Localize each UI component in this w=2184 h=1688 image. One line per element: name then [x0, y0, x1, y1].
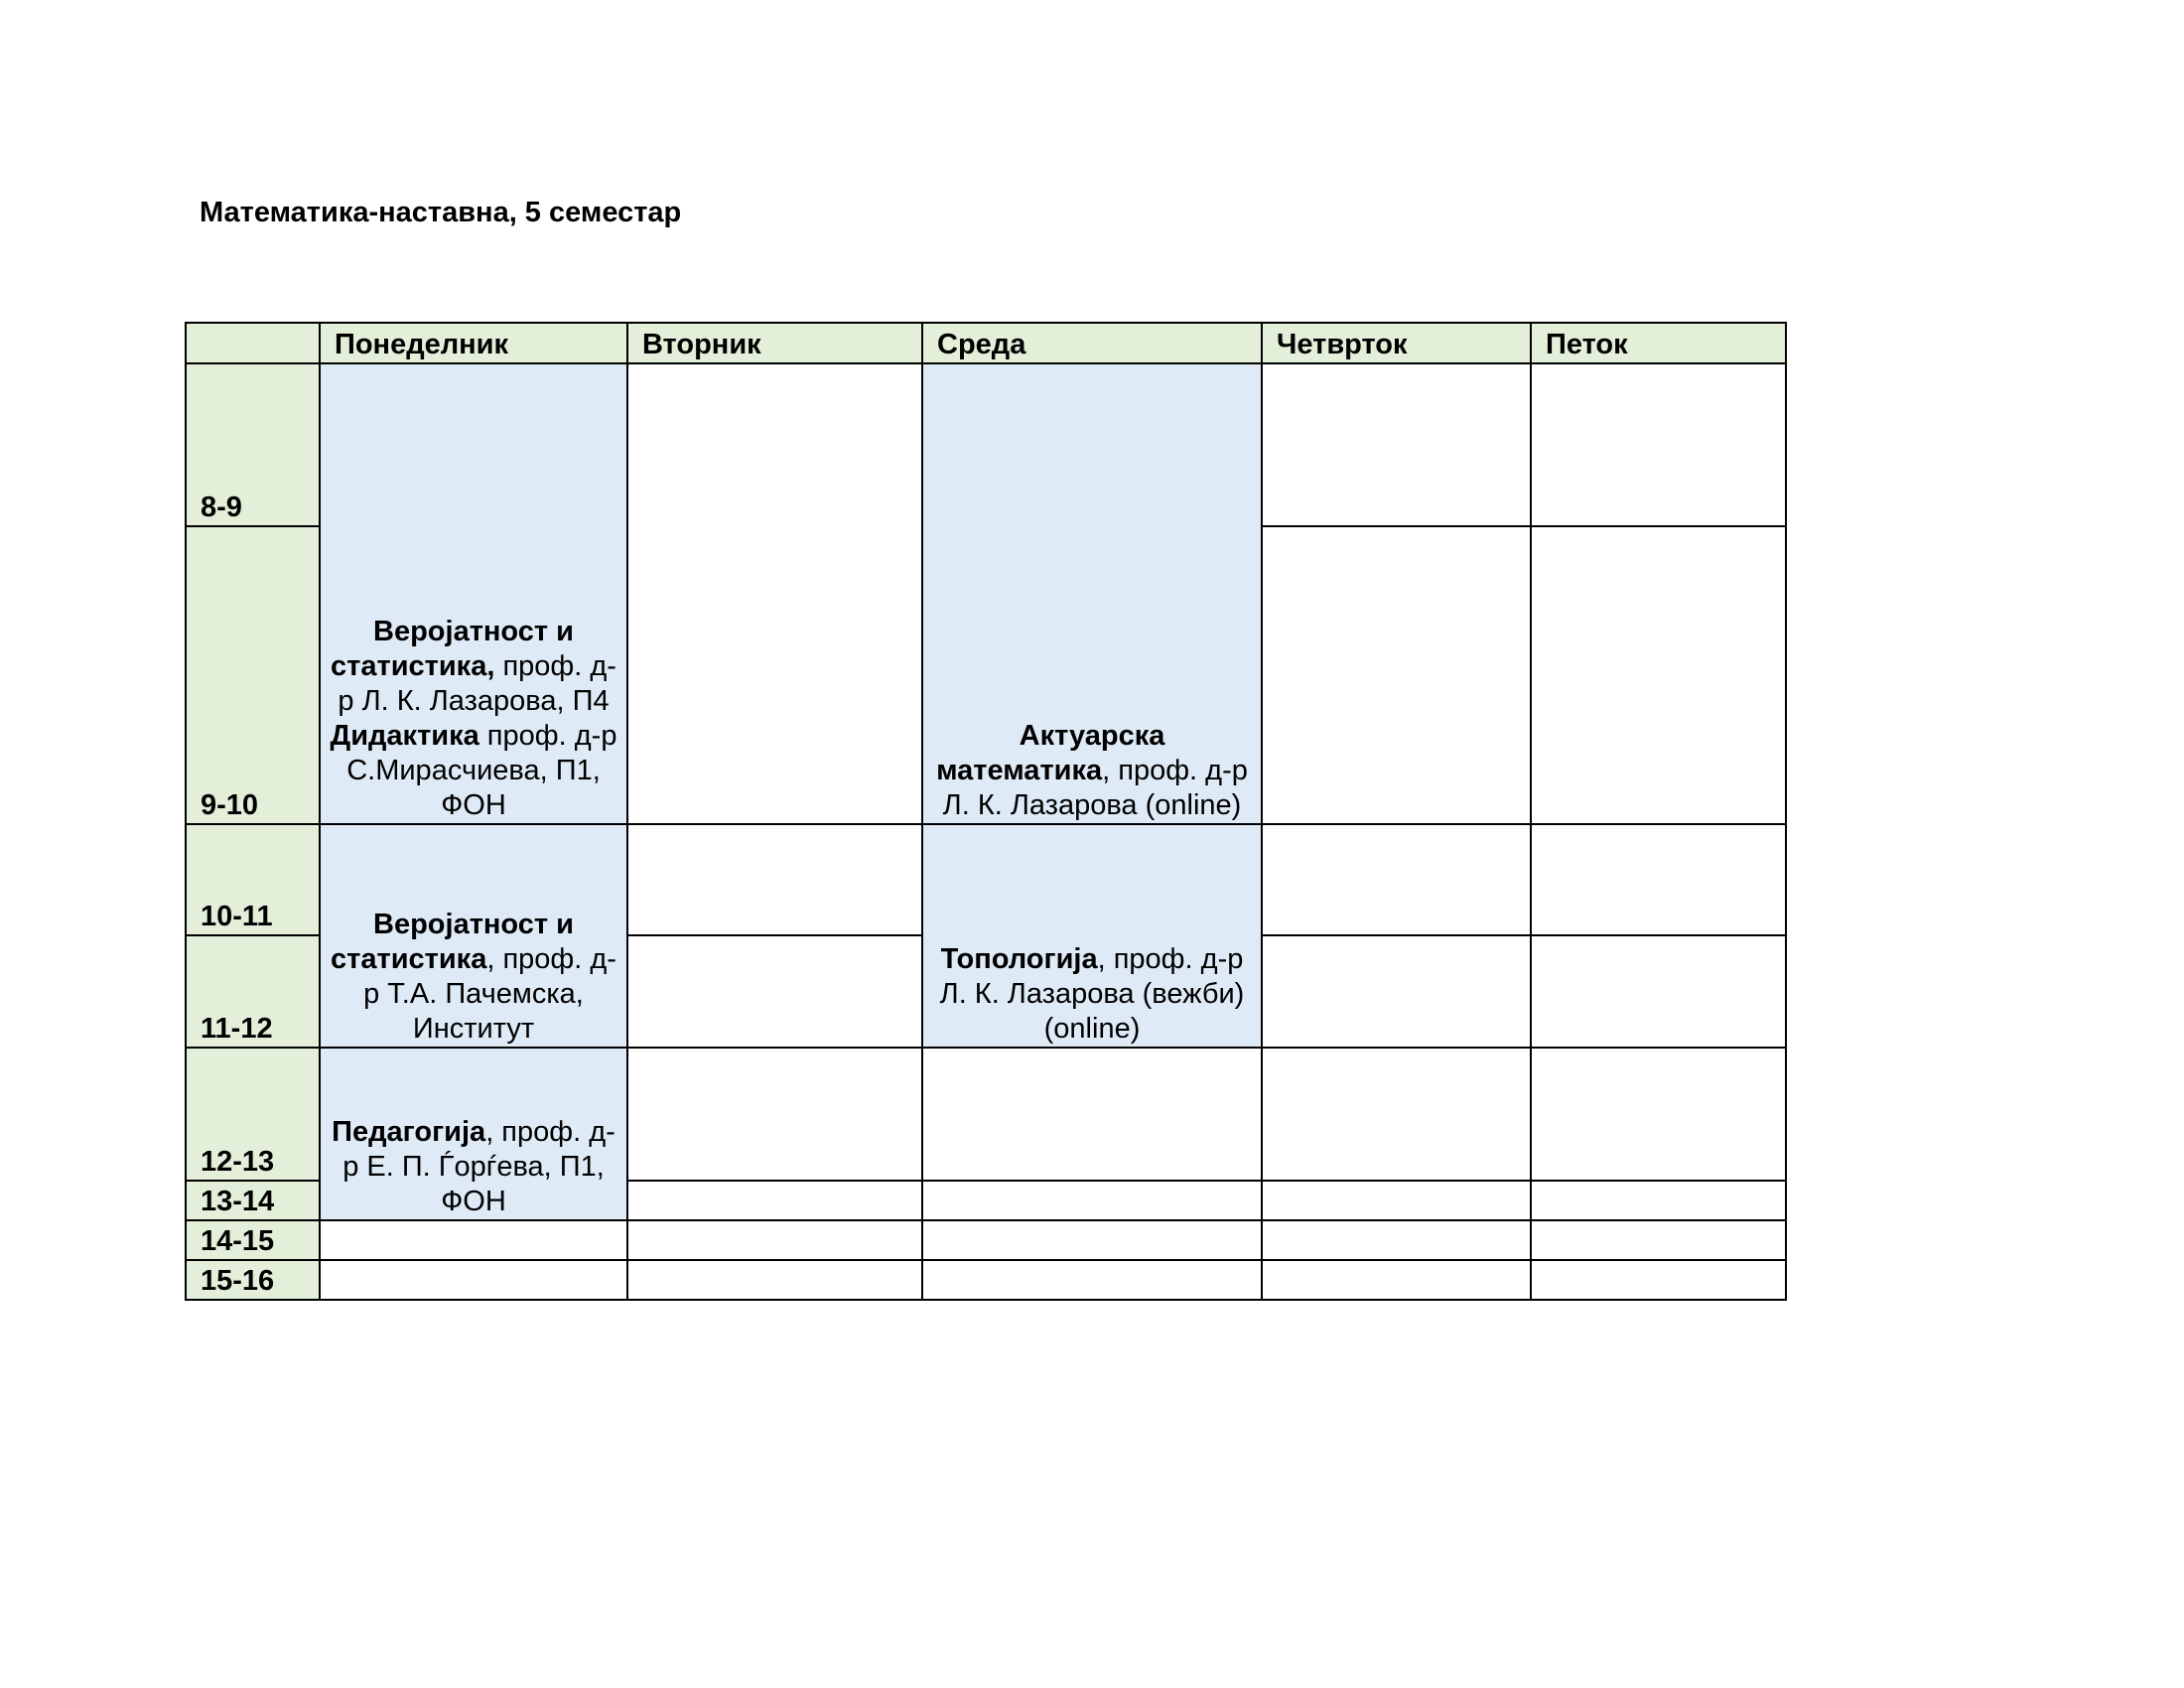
empty-cell [1262, 824, 1531, 935]
empty-cell [627, 363, 922, 824]
time-label: 11-12 [186, 935, 320, 1048]
course-info: проф. д-р Л. К. Лазарова, П4 [338, 650, 616, 717]
day-header-tuesday: Вторник [627, 323, 922, 363]
course-name: Дидактика [330, 720, 479, 752]
course-info: , проф. д-р Т.А. Пачемска, Институт [363, 943, 616, 1045]
day-header-wednesday: Среда [922, 323, 1262, 363]
empty-cell [627, 1260, 922, 1300]
time-label: 13-14 [186, 1181, 320, 1220]
empty-cell [627, 1048, 922, 1181]
empty-cell [320, 1220, 627, 1260]
time-row [186, 1260, 1786, 1300]
page-title: Математика-наставна, 5 семестар [200, 197, 682, 228]
empty-cell [1262, 363, 1531, 526]
day-header-monday: Понеделник [320, 323, 627, 363]
empty-cell [1531, 526, 1786, 824]
empty-cell [627, 935, 922, 1048]
empty-cell [1531, 824, 1786, 935]
lesson-cell-monday-probability-didactics [320, 363, 627, 824]
empty-cell [922, 1048, 1262, 1181]
empty-cell [1262, 1048, 1531, 1181]
empty-cell [1262, 1181, 1531, 1220]
time-row [186, 1220, 1786, 1260]
time-label: 14-15 [186, 1220, 320, 1260]
empty-cell [627, 824, 922, 935]
empty-cell [627, 1220, 922, 1260]
lesson-cell-monday-pedagogy [320, 1048, 627, 1220]
course-info: проф. д-р С.Мирасчиева, П1, ФОН [346, 720, 617, 821]
time-label: 8-9 [186, 363, 320, 526]
empty-cell [1262, 1260, 1531, 1300]
empty-cell [1262, 526, 1531, 824]
lesson-cell-wednesday-topology [922, 824, 1262, 1048]
lesson-cell-wednesday-actuarial [922, 363, 1262, 824]
empty-cell [1531, 1220, 1786, 1260]
time-label: 15-16 [186, 1260, 320, 1300]
empty-cell [627, 1181, 922, 1220]
schedule-table [185, 322, 1787, 1301]
time-label: 9-10 [186, 526, 320, 824]
empty-cell [1531, 935, 1786, 1048]
corner-cell [186, 323, 320, 363]
empty-cell [1531, 1260, 1786, 1300]
empty-cell [1262, 1220, 1531, 1260]
empty-cell [922, 1181, 1262, 1220]
day-header-friday: Петок [1531, 323, 1786, 363]
time-row [186, 824, 1786, 935]
course-info: , проф. д-р Л. К. Лазарова (вежби) (online) [939, 943, 1245, 1045]
header-row [186, 323, 1786, 363]
empty-cell [1531, 363, 1786, 526]
course-info: , проф. д-р Е. П. Ѓорѓева, П1, ФОН [342, 1116, 615, 1217]
empty-cell [922, 1220, 1262, 1260]
course-name: Веројатност и статистика, [331, 616, 574, 682]
empty-cell [1531, 1181, 1786, 1220]
time-label: 12-13 [186, 1048, 320, 1181]
day-header-thursday: Четврток [1262, 323, 1531, 363]
time-label: 10-11 [186, 824, 320, 935]
lesson-cell-monday-probability [320, 824, 627, 1048]
course-name: Актуарска математика [936, 720, 1165, 786]
empty-cell [320, 1260, 627, 1300]
course-info: , проф. д-р Л. К. Лазарова (online) [942, 755, 1248, 821]
time-row [186, 363, 1786, 526]
course-name: Веројатност и статистика [331, 909, 574, 975]
empty-cell [922, 1260, 1262, 1300]
course-name: Педагогија [332, 1116, 486, 1148]
empty-cell [1262, 935, 1531, 1048]
time-row [186, 1048, 1786, 1181]
empty-cell [1531, 1048, 1786, 1181]
course-name: Топологија [940, 943, 1098, 975]
